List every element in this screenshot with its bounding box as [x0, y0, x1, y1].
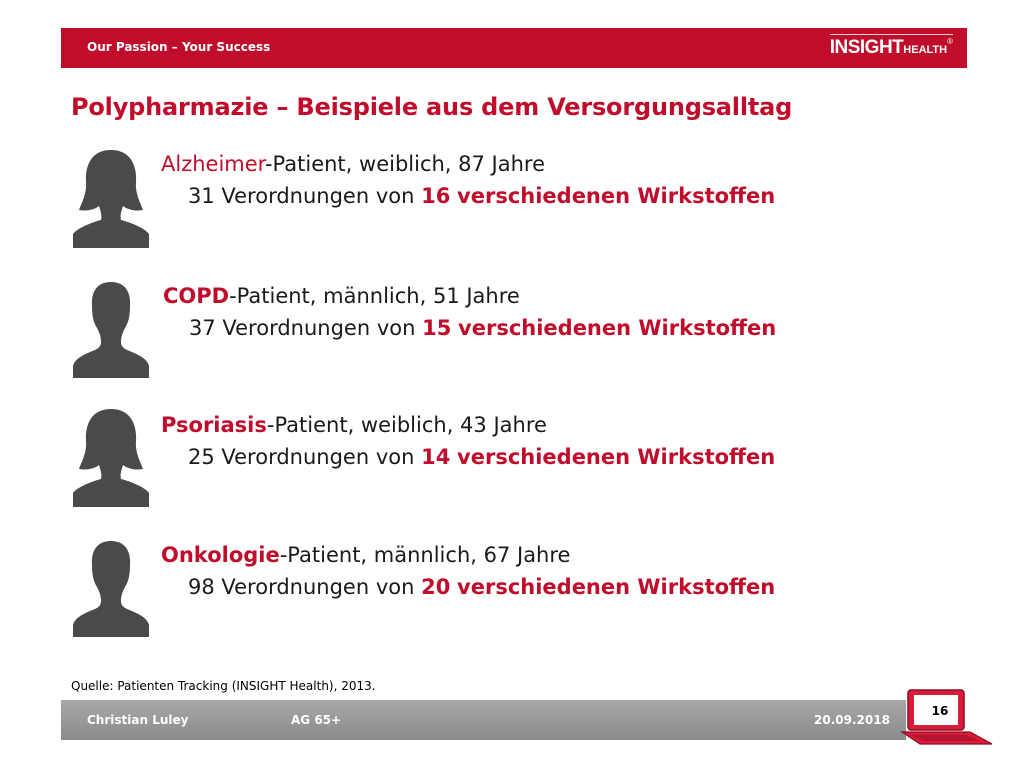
source-note: Quelle: Patienten Tracking (INSIGHT Health), 2013.: [71, 679, 376, 693]
condition-label: Psoriasis: [161, 413, 267, 437]
patient-entry-alzheimer: [0, 148, 1024, 258]
patient-descriptor: [161, 413, 547, 437]
logo-rule: [830, 34, 953, 35]
page-title: Polypharmazie – Beispiele aus dem Versorgungsalltag: [71, 93, 793, 121]
substance-count: 14: [421, 445, 451, 469]
substance-count: 20: [421, 575, 451, 599]
insight-health-logo: [830, 38, 953, 57]
patient-entry-onkologie: [0, 537, 1024, 647]
patient-descriptor: [163, 284, 520, 308]
prescription-summary: [189, 316, 776, 340]
condition-label: Onkologie: [161, 543, 280, 567]
substance-label: verschiedenen Wirkstoffen: [457, 184, 776, 208]
page-number: 16: [931, 704, 949, 718]
footer-bar: [61, 700, 906, 740]
footer-date: 20.09.2018: [814, 713, 890, 727]
female-avatar-icon: [71, 407, 151, 507]
tagline: Our Passion – Your Success: [87, 40, 271, 54]
footer-author: Christian Luley: [87, 713, 189, 727]
laptop-icon: [900, 688, 998, 748]
male-avatar-icon: [71, 537, 151, 637]
prescription-count: 98 Verordnungen von: [188, 575, 415, 599]
condition-label: Alzheimer: [161, 152, 265, 176]
prescription-count: 25 Verordnungen von: [188, 445, 415, 469]
substance-count: 16: [421, 184, 451, 208]
patient-entry-psoriasis: [0, 407, 1024, 517]
substance-count: 15: [422, 316, 452, 340]
descriptor-text: -Patient, männlich, 51 Jahre: [229, 284, 520, 308]
condition-label: COPD: [163, 284, 230, 308]
patient-descriptor: [161, 543, 570, 567]
prescription-summary: [188, 445, 775, 469]
prescription-summary: [188, 575, 775, 599]
descriptor-text: -Patient, weiblich, 87 Jahre: [264, 152, 546, 176]
patient-descriptor: [161, 152, 545, 176]
descriptor-text: -Patient, weiblich, 43 Jahre: [266, 413, 547, 437]
substance-label: verschiedenen Wirkstoffen: [457, 445, 776, 469]
header-bar: [61, 28, 967, 68]
logo-main-text: INSIGHT: [829, 37, 904, 58]
prescription-count: 37 Verordnungen von: [189, 316, 416, 340]
patient-entry-copd: [0, 278, 1024, 388]
prescription-summary: [188, 184, 775, 208]
logo-registered-mark: ®: [947, 37, 953, 46]
logo-sub-text: HEALTH: [903, 44, 948, 56]
female-avatar-icon: [71, 148, 151, 248]
male-avatar-icon: [71, 278, 151, 378]
substance-label: verschiedenen Wirkstoffen: [457, 575, 776, 599]
descriptor-text: -Patient, männlich, 67 Jahre: [279, 543, 571, 567]
prescription-count: 31 Verordnungen von: [188, 184, 415, 208]
substance-label: verschiedenen Wirkstoffen: [458, 316, 777, 340]
footer-group: AG 65+: [291, 713, 342, 727]
